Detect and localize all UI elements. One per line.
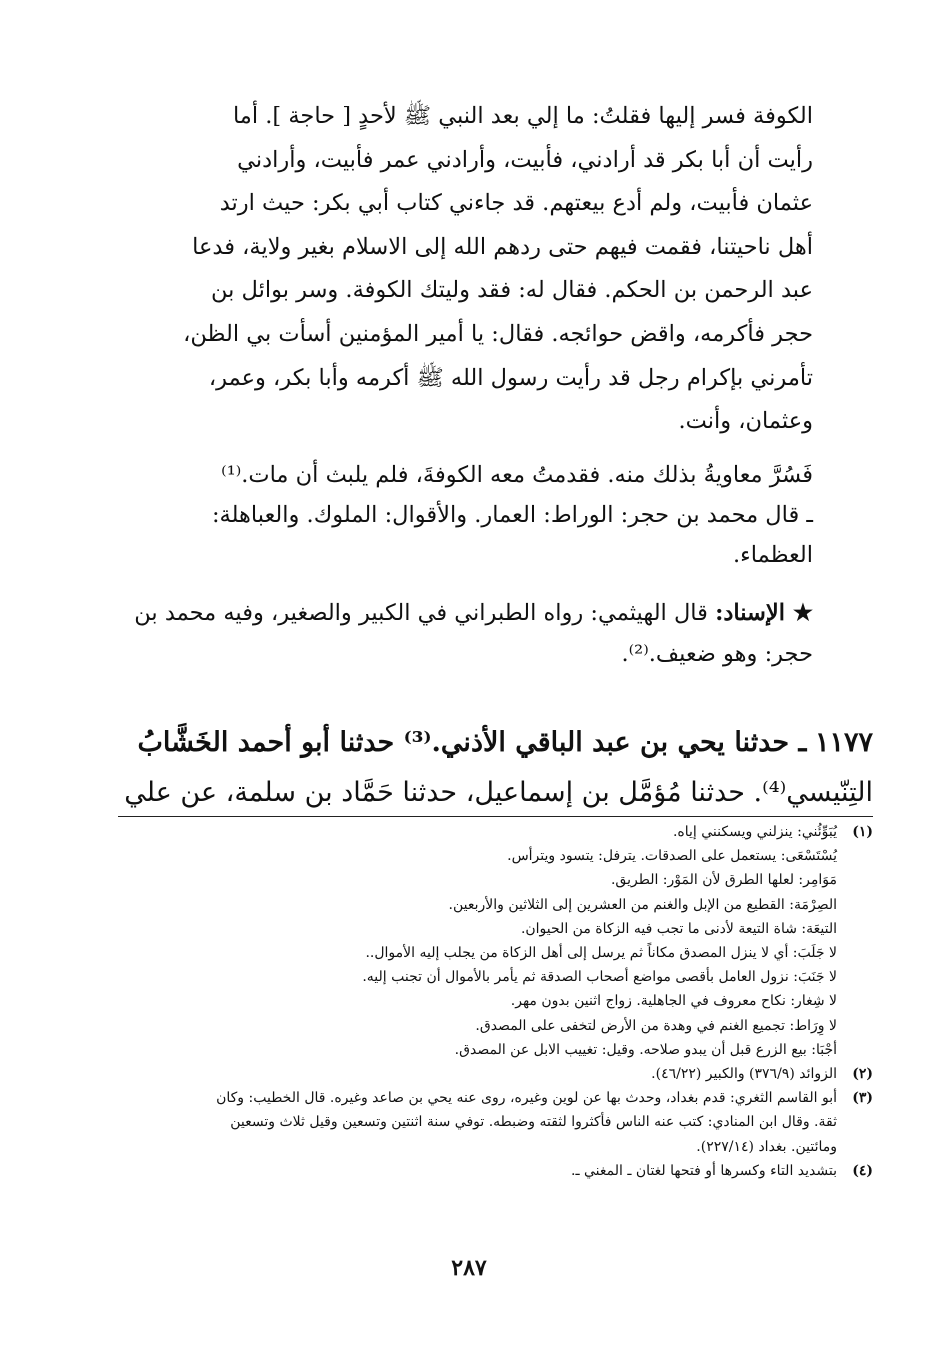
footnote-line: الزوائد (٣٧٦/٩) والكبير (٤٦/٢٢).: [651, 1066, 837, 1083]
footnote-4: [132, 1159, 873, 1183]
text-line: رأيت أن أبا بكر قد أرادني، فأبيت، وأرادني عمر فأبيت، وأرادني: [237, 146, 813, 173]
footnote-divider: [118, 816, 873, 817]
footnote-line: أبو القاسم الثغري: قدم بغداد، وحدث بها عن لوين وغيره، روى عنه يحي بن صاعد وغيره. قال الخطيب: وكان: [216, 1090, 837, 1107]
footnotes: [132, 820, 873, 1183]
page-number: ٢٨٧: [451, 1255, 487, 1281]
footnote-number: (٢): [852, 1066, 873, 1083]
footnote-line: التيعَة: شاة التيعة لأدنى ما تجب فيه الزكاة من الحيوان.: [520, 920, 837, 937]
isnad-paragraph: [118, 593, 813, 675]
text-line: تأمرني بإكرام رجل قد رأيت رسول الله ﷺ أكرمه وأبا بكر، وعمر،: [208, 364, 813, 391]
hadith-line-1: [118, 718, 873, 768]
text-line: وعثمان، وأنت.: [678, 408, 813, 435]
footnote-number: (١): [852, 824, 873, 840]
text-line: الكوفة فسر إليها فقلتُ: ما إلي بعد النبي ﷺ لأحدٍ [ حاجة ]. أما: [232, 103, 813, 129]
footnote-line: ومائتين. بغداد (٢٢٧/١٤).: [696, 1138, 837, 1155]
footnote-line: ثقة. وقال ابن المنادي: كتب عنه الناس فأكثروا لثقته وضبطه. توفي سنة اثنتين وتسعين وقيل ثلاث وتسعين: [230, 1114, 837, 1131]
isnad-line-1: [118, 593, 813, 634]
text-line: فَسُرَّ معاويةُ بذلك منه. فقدمتُ معه الكوفةَ، فلم يلبث أن مات.⁽¹⁾: [221, 462, 813, 488]
footnote-line: لا شِغار: نكاح معروف في الجاهلية. زواج اثنين بدون مهر.: [510, 993, 837, 1010]
footnote-line: الصِرْمَة: القطيع من الإبل والغنم من العشرين إلى الثلاثين والأربعين.: [448, 896, 837, 913]
paragraph-2: [118, 455, 813, 575]
footnote-line: لا وِرَاط: تجميع الغنم في وهدة من الأرض لتخفى على المصدق.: [475, 1017, 837, 1034]
footnote-3: [132, 1086, 873, 1159]
text-line: عبد الرحمن بن الحكم. فقال له: فقد وليتك الكوفة. وسر بوائل بن: [211, 277, 813, 304]
text-line: العظماء.: [732, 542, 813, 568]
footnote-line: مَوَامِر: لعلها الطرق لأن المَوْر: الطريق.: [610, 872, 837, 889]
footnote-line: لا جَنَبَ: نزول العامل بأقصى مواضع أصحاب الصدقة ثم يأمر بالأموال أن تجنب إليه.: [362, 969, 837, 986]
footnote-line: بتشديد التاء وكسرها أو فتحها لغتان ـ المغني ـ.: [571, 1162, 837, 1179]
footnote-number: (٤): [852, 1162, 873, 1179]
text-line: حجر فأكرمه، واقض حوائجه. فقال: يا أمير المؤمنين أسأت بي الظن،: [183, 320, 813, 347]
isnad-line-2: حجر: وهو ضعيف.⁽²⁾.: [621, 641, 813, 667]
footnote-number: (٣): [852, 1090, 873, 1107]
paragraph-1: [118, 95, 813, 444]
hadith-number: ١١٧٧: [814, 727, 873, 758]
hadith-line-2: التِنّيسي⁽⁴⁾. حدثنا مُؤمَّل بن إسماعيل، حدثنا حَمَّاد بن سلمة، عن علي: [124, 777, 873, 808]
hadith-text: ـ حدثنا يحي بن عبد الباقي الأذني.⁽³⁾ حدثنا أبو أحمد الخَشَّابُ: [137, 727, 807, 758]
footnote-line: أجْبَا: بيع الزرع قبل أن يبدو صلاحه. وقيل: تغييب الابل عن المصدق.: [454, 1041, 837, 1058]
isnad-text: قال الهيثمي: رواه الطبراني في الكبير والصغير، وفيه محمد بن: [134, 600, 708, 626]
footnote-line: يُبَوِّئُني: ينزلني ويسكنني إياه.: [672, 824, 837, 840]
text-line: ـ قال محمد بن حجر: الوراط: العمار. والأقوال: الملوك. والعباهلة:: [211, 502, 813, 528]
text-line: أهل ناحيتنا، فقمت فيهم حتى ردهم الله إلى الاسلام بغير ولاية، فدعا: [192, 233, 813, 260]
footnote-line: يُسْتَسْعَى: يستعمل على الصدقات. يترفل: يتسود ويترأس.: [507, 848, 837, 865]
text-line: عثمان فأبيت، ولم أدع بيعتهم. قد جاءني كتاب أبي بكر: حيث ارتد: [219, 190, 813, 217]
footnote-line: لا جَلَبَ: أي لا ينزل المصدق مكاناً ثم يرسل إلى أهل الزكاة من يجلب إليه الأموال..: [365, 945, 837, 962]
footnote-1: [132, 820, 873, 1062]
footnote-2: [132, 1062, 873, 1086]
hadith-header: [118, 718, 873, 818]
isnad-label: ★ الإسناد:: [715, 600, 813, 626]
